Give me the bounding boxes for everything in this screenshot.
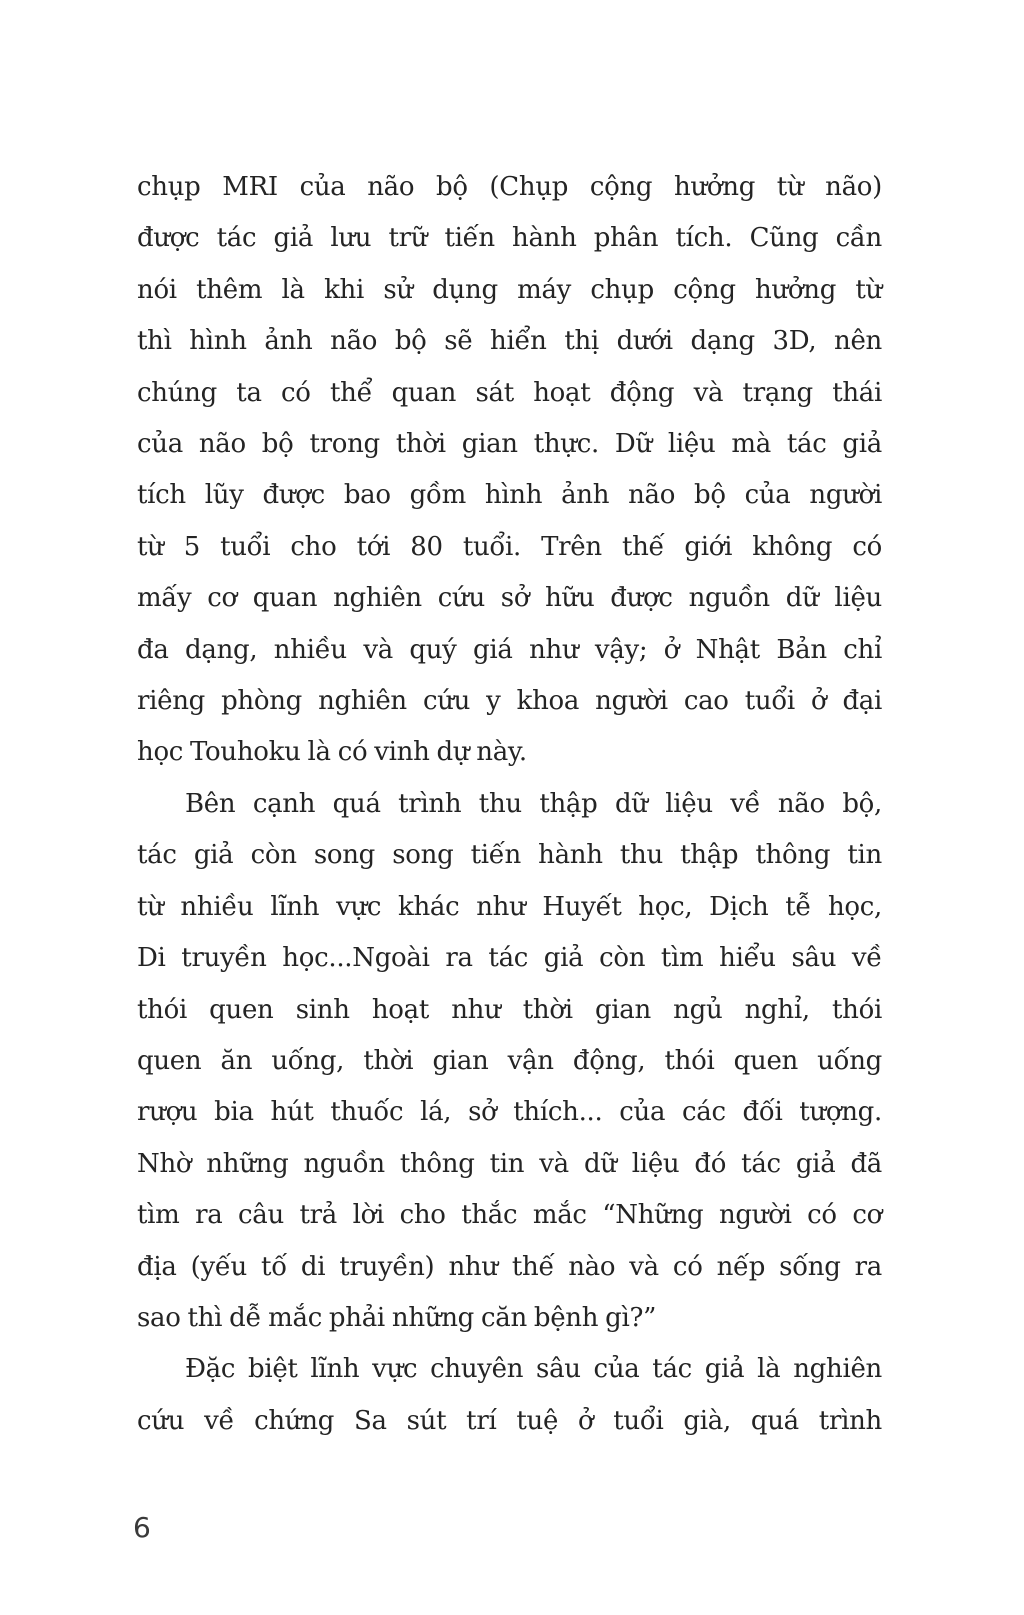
text-line: tìm ra câu trả lời cho thắc mắc “Những người có cơ	[137, 1200, 882, 1231]
text-line: được tác giả lưu trữ tiến hành phân tích. Cũng cần	[137, 223, 882, 254]
paragraph	[137, 779, 882, 1344]
text-line: thì hình ảnh não bộ sẽ hiển thị dưới dạng 3D, nên	[137, 326, 882, 357]
text-line: tích lũy được bao gồm hình ảnh não bộ của người	[137, 480, 882, 511]
text-line: sao thì dễ mắc phải những căn bệnh gì?”	[137, 1302, 657, 1333]
text-line: riêng phòng nghiên cứu y khoa người cao tuổi ở đại	[137, 686, 882, 717]
text-line: Đặc biệt lĩnh vực chuyên sâu của tác giả là nghiên	[185, 1354, 882, 1385]
text-line: học Touhoku là có vinh dự này.	[137, 737, 527, 768]
text-line: nói thêm là khi sử dụng máy chụp cộng hưởng từ	[137, 274, 882, 305]
text-line: đa dạng, nhiều và quý giá như vậy; ở Nhật Bản chỉ	[137, 634, 882, 665]
text-line: từ 5 tuổi cho tới 80 tuổi. Trên thế giới không có	[137, 531, 882, 562]
text-line: thói quen sinh hoạt như thời gian ngủ nghỉ, thói	[137, 994, 882, 1025]
text-block	[137, 162, 882, 1447]
paragraph	[137, 162, 882, 779]
text-line: chúng ta có thể quan sát hoạt động và trạng thái	[137, 377, 882, 408]
text-line: Bên cạnh quá trình thu thập dữ liệu về não bộ,	[185, 788, 882, 819]
paragraph	[137, 1344, 882, 1447]
text-line: Nhờ những nguồn thông tin và dữ liệu đó tác giả đã	[137, 1148, 882, 1179]
text-line: tác giả còn song song tiến hành thu thập thông tin	[137, 840, 882, 871]
text-line: mấy cơ quan nghiên cứu sở hữu được nguồn dữ liệu	[137, 583, 882, 614]
text-line: địa (yếu tố di truyền) như thế nào và có nếp sống ra	[137, 1251, 882, 1282]
text-line: rượu bia hút thuốc lá, sở thích... của các đối tượng.	[137, 1097, 882, 1128]
text-line: chụp MRI của não bộ (Chụp cộng hưởng từ não)	[137, 172, 882, 202]
page-number: 6	[133, 1511, 151, 1544]
text-line: của não bộ trong thời gian thực. Dữ liệu mà tác giả	[137, 429, 882, 460]
text-line: cứu về chứng Sa sút trí tuệ ở tuổi già, quá trình	[137, 1405, 882, 1436]
text-line: quen ăn uống, thời gian vận động, thói quen uống	[137, 1045, 882, 1076]
text-line: từ nhiều lĩnh vực khác như Huyết học, Dịch tễ học,	[137, 891, 882, 922]
text-line: Di truyền học...Ngoài ra tác giả còn tìm hiểu sâu về	[137, 943, 882, 974]
